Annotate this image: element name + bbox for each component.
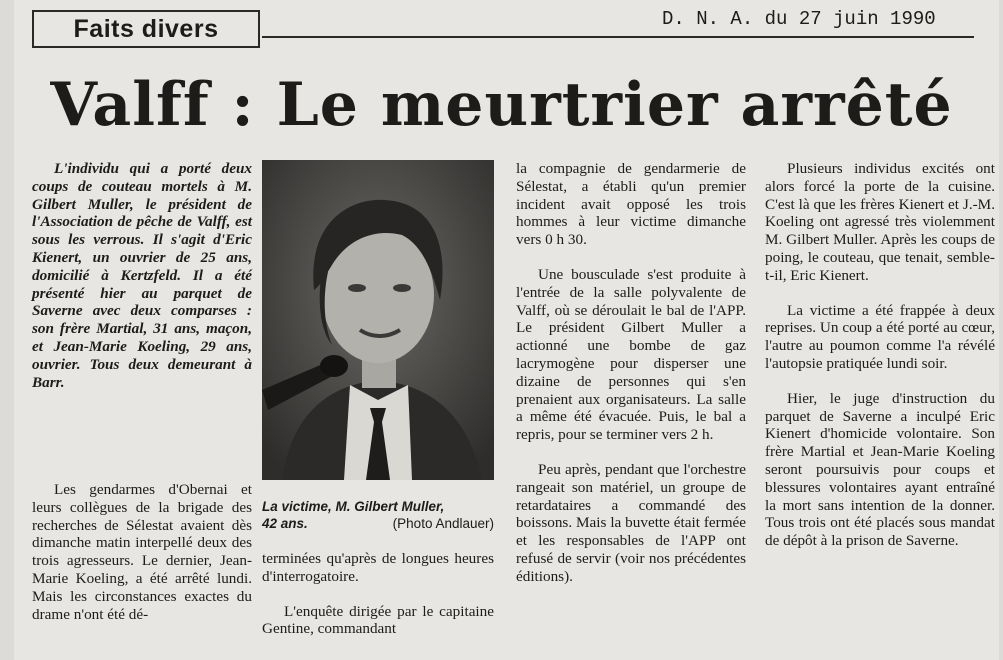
column-1-paragraph: Les gendarmes d'Obernai et leurs collègues de la brigade des recherches de Sélestat avaient dès dimanche matin interpellé deux des trois agresseurs. Le dernier, Jean-Marie Koeling, a été arrêté lundi. Mais les circonstances exactes du drame n'ont été dé- (32, 481, 252, 623)
column-2-paragraph: terminées qu'après de longues heures d'interrogatoire. (262, 550, 494, 585)
portrait-illustration (262, 160, 494, 480)
column-4 (765, 160, 995, 550)
photo-credit: (Photo Andlauer) (392, 516, 494, 531)
caption-line-1: La victime, M. Gilbert Muller, (262, 499, 445, 514)
caption-line-2 (262, 515, 494, 532)
column-1-body (32, 481, 252, 623)
column-3-paragraph: Une bousculade s'est produite à l'entrée de la salle polyvalente de Valff, où se déroulait le bal de l'APP. Le président Gilbert Muller a actionné une bombe de gaz lacrymogène pour disperser une dizaine de personnes qui s'en prenaient aux organisateurs. La salle a même été évacuée. Puis, le bal a repris, pour se terminer vers 2 h. (516, 265, 746, 444)
column-3 (516, 160, 746, 586)
header-rule (262, 36, 974, 38)
section-label-box (32, 10, 260, 48)
column-3-paragraph: Peu après, pendant que l'orchestre rangeait son matériel, un groupe de retardataires a commandé des boissons. Mais la buvette était fermée et les responsables de l'APP ont refusé de servir (voir nos précédentes éditions). (516, 460, 746, 585)
victim-photo (262, 160, 494, 480)
lead-paragraph: L'individu qui a porté deux coups de couteau mortels à M. Gilbert Muller, le président de l'Association de pêche de Valff, est sous les verrous. Il s'agit d'Eric Kienert, un ouvrier de 25 ans, domicilié à Kertzfeld. Il a été présenté hier au parquet de Saverne avec deux comparses : son frère Martial, 31 ans, maçon, et Jean-Marie Koeling, 29 ans, ouvrier. Tous deux demeurant à Barr. (32, 160, 252, 391)
column-2-paragraph: L'enquête dirigée par le capitaine Gentine, commandant (262, 602, 494, 638)
column-4-paragraph: La victime a été frappée à deux reprises. Un coup a été porté au cœur, l'autre au poumon comme l'a révélé l'autopsie pratiquée lundi soir. (765, 301, 995, 372)
column-3-paragraph: la compagnie de gendarmerie de Sélestat, a établi qu'un premier incident avait opposé les trois hommes à leur victime dimanche vers 0 h 30. (516, 160, 746, 249)
column-4-paragraph: Hier, le juge d'instruction du parquet de Saverne a inculpé Eric Kienert d'homicide volontaire. Son frère Martial et Jean-Marie Koeling seront poursuivis pour coups et blessures volontaires ayant entraîné la mort sans intention de la donner. Tous trois ont été placés sous mandat de dépôt à la prison de Saverne. (765, 389, 995, 550)
column-4-paragraph: Plusieurs individus excités ont alors forcé la porte de la cuisine. C'est là que les frères Kienert et J.-M. Koeling ont agressé très violemment M. Gilbert Muller. Après les coups de poing, le couteau, que tenait, semble-t-il, Eric Kienert. (765, 160, 995, 284)
dateline: D. N. A. du 27 juin 1990 (662, 8, 936, 30)
headline: Valff : Le meurtrier arrêté (50, 70, 953, 140)
column-2 (262, 550, 494, 638)
lead-paragraph-column (32, 160, 252, 391)
photo-caption (262, 498, 494, 532)
caption-age: 42 ans. (262, 516, 308, 531)
section-label: Faits divers (73, 14, 219, 43)
